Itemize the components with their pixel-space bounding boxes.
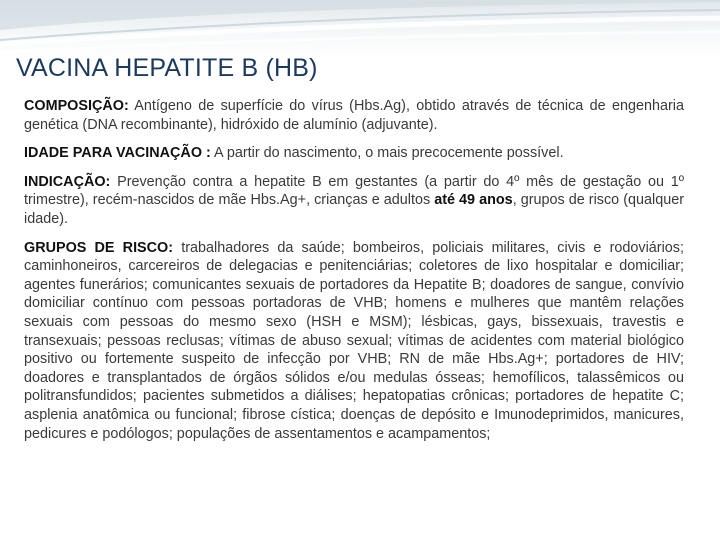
decorative-swoosh (0, 0, 720, 58)
slide-title: VACINA HEPATITE B (HB) (16, 54, 318, 82)
header-decorative-band (0, 0, 720, 58)
composicao-text: Antígeno de superfície do vírus (Hbs.Ag), obtido através de técnica de engenharia genética (DNA recombinante), hidróxido de alumínio (adjuvante). (24, 98, 684, 133)
indicacao-label: INDICAÇÃO: (24, 173, 111, 190)
indicacao-text: Prevenção contra a hepatite B em gestantes (a partir do 4º mês de gestação ou 1º trimestre), recém-nascidos de mãe Hbs.Ag+, crianças e adultos (24, 173, 685, 209)
section-grupos-de-risco (24, 239, 684, 444)
indicacao-emphasis: até 49 anos (434, 192, 513, 209)
grupos-text: trabalhadores da saúde; bombeiros, policiais militares, civis e rodoviários; caminhoneiros, carcereiros de delegacias e penitenciárias; coletores de lixo hospitalar e domiciliar; agentes funerários; comunicantes sexuais de portadores da Hepatite B; doadores de sangue, convívio domiciliar contínuo com pessoas portadoras de VHB; homens e mulheres que mantêm relações sexuais com pessoas do mesmo sexo (HSH e MSM); lésbicas, gays, bissexuais, travestis e transexuais; pessoas reclusas; vítimas de abuso sexual; vítimas de acidentes com material biológico positivo ou fortemente suspeito de infecção por VHB; RN de mãe Hbs.Ag+; portadores de HIV; doadores e transplantados de órgãos sólidos e/ou medulas ósseas; hemofílicos, talassêmicos ou politransfundidos; pacientes submetidos a diálises; hepatopatias crônicas; portadores de hepatite C; asplenia anatômica ou funcional; fibrose cística; doenças de depósito e Imunodeprimidos, manicures, pedicures e podólogos; populações de assentamentos e acampamentos; (24, 239, 684, 442)
idade-text: A partir do nascimento, o mais precocemente possível. (214, 145, 564, 162)
section-indicacao (24, 173, 684, 229)
idade-label: IDADE PARA VACINAÇÃO : (24, 145, 211, 162)
section-composicao (24, 97, 684, 134)
section-idade (24, 144, 684, 163)
slide-content (24, 97, 684, 453)
indicacao-text-after: , grupos de risco (qualquer idade). (24, 192, 685, 227)
composicao-label: COMPOSIÇÃO: (24, 98, 129, 114)
grupos-label: GRUPOS DE RISCO: (24, 239, 174, 256)
